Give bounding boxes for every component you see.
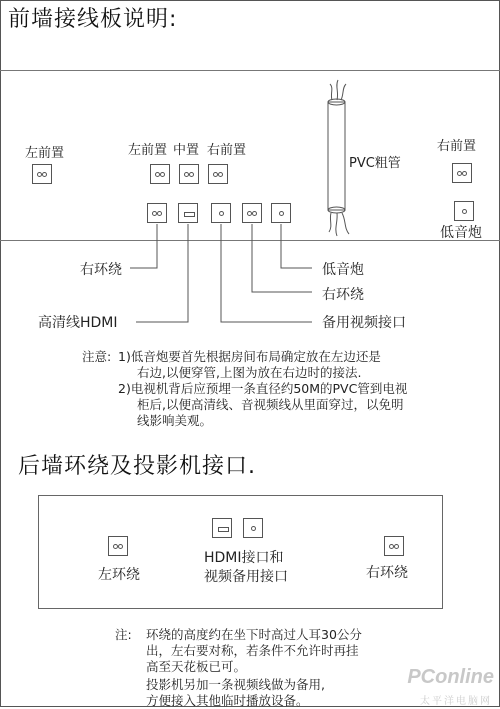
front-note-line-4: 柜后,以便高清线、音视频线从里面穿过，以免明: [137, 397, 404, 412]
rear-hdmi-socket: [212, 518, 232, 538]
front-note-line-5: 线影响美观。: [137, 413, 213, 428]
center-left-front-label: 左前置: [128, 143, 168, 158]
callout-backup-av: 备用视频接口: [322, 315, 406, 331]
rear-note-prefix: 注:: [115, 627, 132, 642]
rear-note-line-2: 出，左右要对称，若条件不允许时再挂: [146, 643, 359, 658]
pipe-wire-top-1: [330, 84, 332, 100]
callout-right-surround-left: 右环绕: [80, 262, 122, 278]
right-surround-rear-socket: [384, 536, 404, 556]
pvc-pipe-label: PVC粗管: [349, 156, 401, 171]
left-surround-label: 左环绕: [98, 567, 140, 583]
wire-hdmi: [136, 224, 188, 322]
pipe-wire-bot-1: [329, 213, 331, 232]
front-note-line-1: 1)低音炮要首先根据房间布局确定放在左边还是: [118, 349, 381, 364]
rear-note-line-1: 环绕的高度约在坐下时高过人耳30公分: [146, 627, 362, 642]
pvc-pipe: [328, 102, 345, 210]
pipe-wire-bot-3: [342, 213, 349, 234]
wire-backup-video: [221, 224, 312, 322]
right-surround-rear-label: 右环绕: [366, 565, 408, 581]
pipe-wire-top-2: [337, 80, 338, 100]
wire-subwoofer: [281, 224, 312, 268]
rear-hdmi-label-2: 视频备用接口: [204, 569, 288, 585]
rear-note-line-5: 方便接入其他临时播放设备。: [146, 693, 309, 708]
rear-hdmi-label-1: HDMI接口和: [204, 550, 284, 566]
rear-wall-title: 后墙环绕及投影机接口.: [18, 454, 256, 479]
front-wall-title: 前墙接线板说明:: [8, 7, 178, 32]
callout-subwoofer: 低音炮: [322, 262, 364, 278]
pipe-wire-bot-2: [336, 213, 337, 236]
rear-note-line-4: 投影机另加一条视频线做为备用,: [146, 677, 325, 692]
left-surround-socket: [108, 536, 128, 556]
watermark-sub: 太平洋电脑网: [420, 696, 492, 707]
wire-right-surround-left: [130, 224, 157, 268]
wire-right-surround: [252, 224, 312, 292]
center-label: 中置: [173, 143, 200, 158]
front-note-prefix: 注意:: [82, 349, 112, 364]
subwoofer-right-label: 低音炮: [440, 225, 482, 241]
callout-right-surround: 右环绕: [322, 287, 364, 303]
watermark-logo: PConline: [407, 666, 494, 688]
pipe-wire-top-3: [341, 84, 346, 100]
rear-video-socket: [243, 518, 263, 538]
front-note-line-2: 右边,以便穿管,上图为放在右边时的接法.: [137, 365, 362, 380]
front-note-line-3: 2)电视机背后应预埋一条直径约50M的PVC管到电视: [118, 381, 408, 396]
callout-hdmi: 高清线HDMI: [38, 315, 118, 331]
rear-note-line-3: 高至天花板已可。: [146, 659, 247, 674]
left-front-label: 左前置: [25, 146, 65, 161]
center-right-front-label: 右前置: [207, 143, 247, 158]
right-front-label: 右前置: [437, 139, 477, 154]
